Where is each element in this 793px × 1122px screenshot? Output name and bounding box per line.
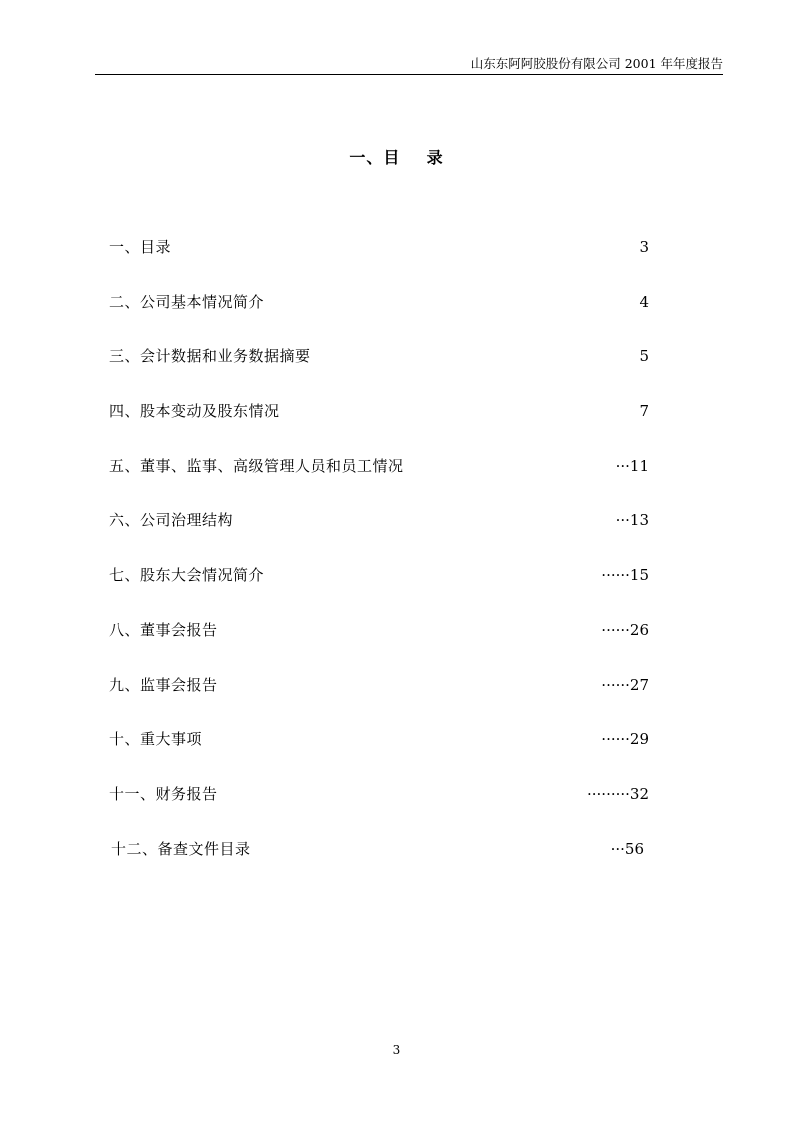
toc-entry-page: ······27 xyxy=(601,676,649,694)
toc-entry-page: ···13 xyxy=(615,511,649,529)
dot-leader xyxy=(281,400,637,422)
toc-entry-1[interactable] xyxy=(109,236,649,258)
dot-leader xyxy=(172,236,636,258)
toc-entry-10[interactable] xyxy=(109,728,649,750)
toc-entry-label: 十二、备查文件目录 xyxy=(111,840,251,858)
dot-leader xyxy=(203,728,587,750)
toc-entry-7[interactable] xyxy=(109,564,649,586)
dot-leader xyxy=(265,564,587,586)
toc-entry-page: ···11 xyxy=(615,457,649,475)
toc-entry-page: 3 xyxy=(639,238,649,256)
toc-entry-9[interactable] xyxy=(109,674,649,696)
toc-entry-label: 七、股东大会情况简介 xyxy=(109,566,265,584)
toc-entry-11[interactable] xyxy=(109,783,649,805)
toc-entry-3[interactable] xyxy=(109,345,649,367)
dot-leader xyxy=(219,674,588,696)
report-header-title: 山东东阿阿胶股份有限公司 2001 年年度报告 xyxy=(470,56,723,71)
dot-leader xyxy=(312,345,637,367)
toc-entry-page: 5 xyxy=(639,347,649,365)
toc-entry-6[interactable] xyxy=(109,509,649,531)
page-number: 3 xyxy=(392,1043,401,1057)
dot-leader xyxy=(219,783,573,805)
toc-entry-5[interactable] xyxy=(109,455,649,477)
toc-entry-label: 八、董事会报告 xyxy=(109,621,218,639)
toc-entry-label: 五、董事、监事、高级管理人员和员工情况 xyxy=(109,457,404,475)
toc-entry-page: 7 xyxy=(639,402,649,420)
toc-entry-8[interactable] xyxy=(109,619,649,641)
dot-leader xyxy=(265,291,636,313)
toc-entry-page: ······15 xyxy=(601,566,649,584)
toc-entry-label: 二、公司基本情况简介 xyxy=(109,293,265,311)
dot-leader xyxy=(234,509,602,531)
toc-title: 一、目 录 xyxy=(349,148,444,167)
toc-entry-page: ·········32 xyxy=(587,785,649,803)
toc-entry-label: 四、股本变动及股东情况 xyxy=(109,402,280,420)
toc-entry-label: 六、公司治理结构 xyxy=(109,511,234,529)
dot-leader xyxy=(405,455,602,477)
toc-entry-label: 十、重大事项 xyxy=(109,730,203,748)
toc-entry-page: ······29 xyxy=(601,730,649,748)
dot-leader xyxy=(252,838,597,860)
toc-entry-12[interactable] xyxy=(111,838,644,860)
toc-entry-4[interactable] xyxy=(109,400,649,422)
toc-entry-page: ···56 xyxy=(610,840,644,858)
dot-leader xyxy=(219,619,588,641)
toc-entry-label: 九、监事会报告 xyxy=(109,676,218,694)
toc-entry-2[interactable] xyxy=(109,291,649,313)
toc-entry-label: 三、会计数据和业务数据摘要 xyxy=(109,347,311,365)
toc-entry-page: 4 xyxy=(639,293,649,311)
toc-entry-label: 一、目录 xyxy=(109,238,172,256)
toc-entry-label: 十一、财务报告 xyxy=(109,785,218,803)
toc-entry-page: ······26 xyxy=(601,621,649,639)
